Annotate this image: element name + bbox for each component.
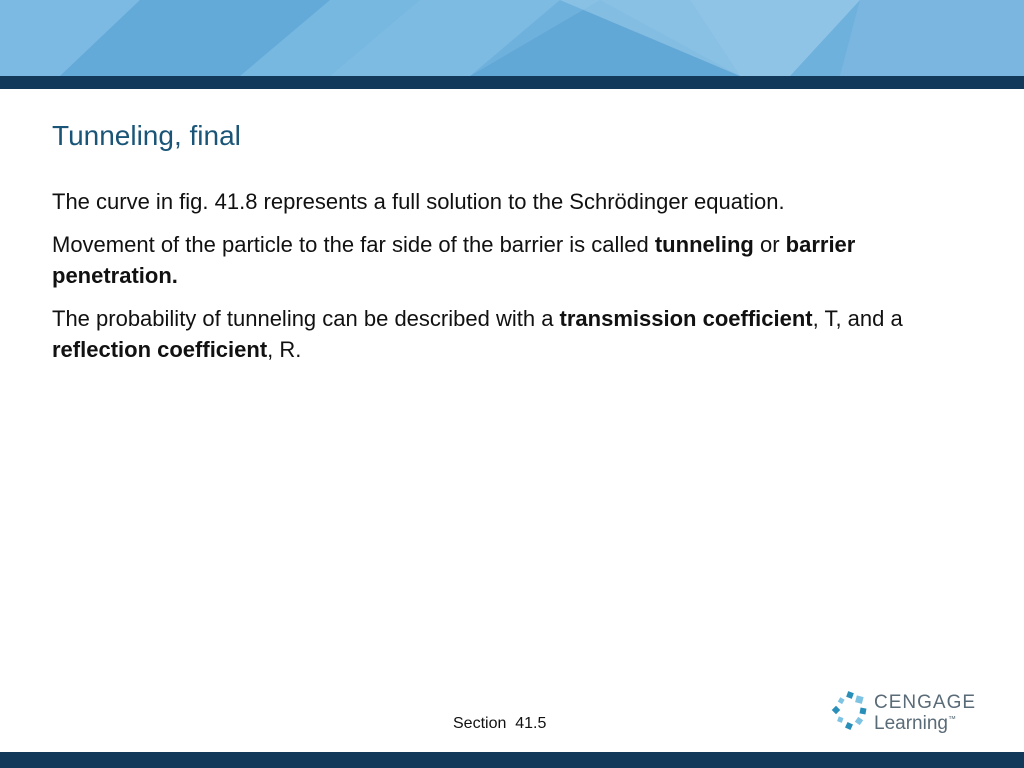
trademark-mark: ™ [947,714,956,724]
slide-title: Tunneling, final [52,120,241,151]
text-run: Movement of the particle to the far side of the barrier is called [52,232,655,257]
text-run: The probability of tunneling can be described with a [52,306,560,331]
slide-body [52,186,987,377]
bold-term-reflection-coefficient: reflection coefficient [52,337,268,362]
paragraph [52,229,987,291]
bold-term-tunneling: tunneling [654,232,754,257]
cengage-mark-icon [830,690,870,736]
header-banner [0,0,1024,76]
text-run: , T, and a [812,306,903,331]
footer-bar [0,752,1024,768]
logo-word-learning-text: Learning [874,713,948,734]
paragraph [52,186,987,217]
header-stripe [0,76,1024,89]
paragraph [52,303,987,365]
banner-pattern [0,0,1024,76]
text-run: or [753,232,786,257]
section-label: Section 41.5 [453,715,547,732]
text-run: The curve in fig. 41.8 represents a full solution to the Schrödinger equation. [52,189,785,214]
logo-word-learning [874,713,956,735]
text-run: , R. [267,337,302,362]
bold-term-barrier-penetration: barrier penetration. [52,232,856,288]
logo-word-cengage: CENGAGE [874,692,977,713]
cengage-logo [830,690,980,738]
bold-term-transmission-coefficient: transmission coefficient [559,306,813,331]
